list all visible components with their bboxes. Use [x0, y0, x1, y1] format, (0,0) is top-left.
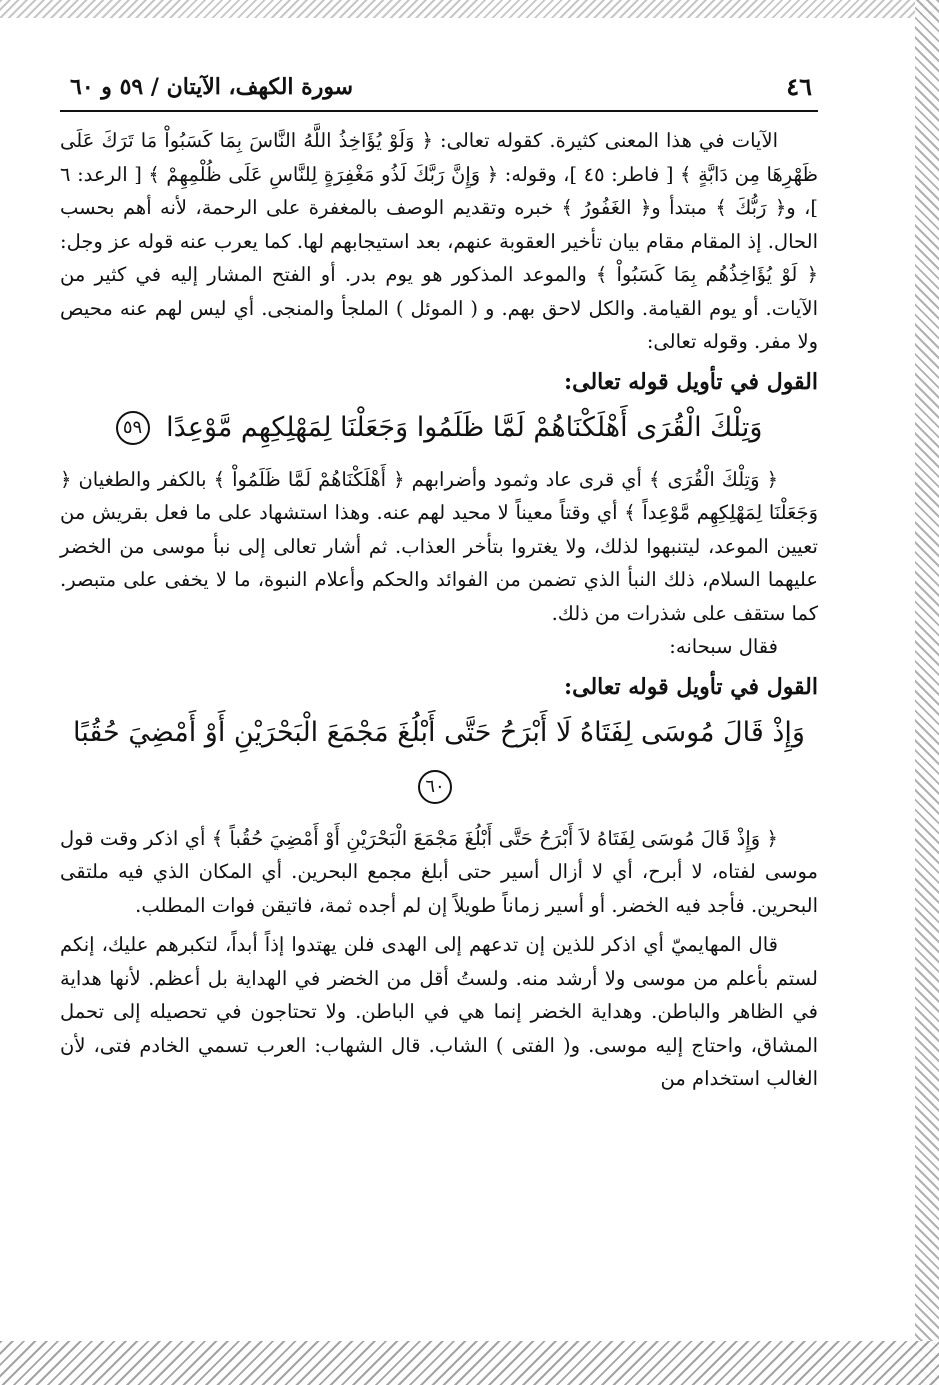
page-header	[60, 70, 818, 112]
section-heading-1: القول في تأويل قوله تعالى:	[564, 368, 818, 395]
verse-number-marker: ٥٩	[116, 411, 150, 445]
section-heading-2: القول في تأويل قوله تعالى:	[564, 673, 818, 700]
paragraph-transition: فقال سبحانه:	[669, 635, 778, 658]
paragraph-commentary-2: ﴿ وَتِلْكَ الْقُرَى ﴾ أي قرى عاد وثمود وأضرابهم ﴿ أَهْلَكْنَاهُمْ لَمَّا ظَلَمُواْ ﴾ بالكفر والطغيان ﴿ وَجَعَلْنَا لِمَهْلِكِهِم مَّوْعِداً ﴾ أي وقتاً معيناً لا محيد لهم عنه. وهذا استشهاد على ما فعل بقريش من تعيين الموعد، ليتنبهوا لذلك، ولا يغتروا بتأخر العذاب. ثم أشار تعالى إلى نبأ موسى من الخضر عليهما السلام، ذلك النبأ الذي تضمن من الفوائد والحكم وأعلام النبوة، ما لا يخفى على متبصر. كما ستقف على شذرات من ذلك.	[60, 467, 818, 625]
verse-text: وَإِذْ قَالَ مُوسَى لِفَتَاهُ لَا أَبْرَحُ حَتَّى أَبْلُغَ مَجْمَعَ الْبَحْرَيْنِ أَوْ أَمْضِيَ حُقُبًا	[73, 716, 805, 748]
paragraph-commentary-3: ﴿ وَإِذْ قَالَ مُوسَى لِفَتَاهُ لاَ أَبْرَحُ حَتَّى أَبْلُغَ مَجْمَعَ الْبَحْرَيْنِ أَوْ أَمْضِيَ حُقُباً ﴾ أي اذكر وقت قول موسى لفتاه، لا أبرح، أي لا أزال أسير حتى أبلغ مجمع البحرين. أي المكان الذي فيه ملتقى البحرين. فأجد فيه الخضر. أو أسير زماناً طويلاً إن لم أجده ثمة، فاتيقن فوات المطلب.	[60, 826, 818, 917]
decorative-border-top	[0, 0, 939, 18]
running-title: سورة الكهف، الآيتان / ٥٩ و ٦٠	[70, 74, 354, 100]
quran-verse-59	[60, 401, 818, 455]
page-number: ٤٦	[786, 72, 812, 101]
decorative-border-bottom	[0, 1341, 939, 1385]
quran-verse-60	[60, 706, 818, 814]
verse-text: وَتِلْكَ الْقُرَى أَهْلَكْنَاهُمْ لَمَّا ظَلَمُوا وَجَعَلْنَا لِمَهْلِكِهِم مَّوْعِدًا	[166, 411, 763, 443]
verse-number-marker: ٦٠	[418, 770, 452, 804]
paragraph-commentary-1: الآيات في هذا المعنى كثيرة. كقوله تعالى: ﴿ وَلَوْ يُؤَاخِذُ اللَّهُ النَّاسَ بِمَا كَسَبُواْ مَا تَرَكَ عَلَى ظَهْرِهَا مِن دَابَّةٍ ﴾ [ فاطر: ٤٥ ]، وقوله: ﴿ وَإِنَّ رَبَّكَ لَذُو مَغْفِرَةٍ لِلنَّاسِ عَلَى ظُلْمِهِمْ ﴾ [ الرعد: ٦ ]، و﴿ رَبُّكَ ﴾ مبتدأ و﴿ الغَفُورُ ﴾ خبره وتقديم الوصف بالمغفرة على الرحمة، لأنه أهم بحسب الحال. إذ المقام مقام بيان تأخير العقوبة عنهم، بعد استيجابهم لها. كما يعرب عنه قوله عز وجل: ﴿ لَوْ يُؤَاخِذُهُم بِمَا كَسَبُواْ ﴾ والموعد المذكور هو يوم بدر. أو الفتح المشار إليه في كثير من الآيات. أو يوم القيامة. والكل لاحق بهم. و ( الموئل ) الملجأ والمنجى. أي ليس لهم عنه محيص ولا مفر. وقوله تعالى:	[60, 129, 818, 353]
book-page	[60, 70, 818, 1330]
paragraph-commentary-4: قال المهايميّ أي اذكر للذين إن تدعهم إلى الهدى فلن يهتدوا إذاً أبداً، لتكبرهم عليك، إنكم لستم بأعلم من موسى ولا أرشد منه. ولستُ أقل من الخضر في الهداية بل أعظم. لأنها هداية في الظاهر والباطن. وهداية الخضر إنما هي في الباطن. ولا تحتاجون في تحصيله إلى تحمل المشاق، واحتاج إليه موسى. و( الفتى ) الشاب. قال الشهاب: العرب تسمي الخادم فتى، لأن الغالب استخدام من	[60, 933, 818, 1090]
decorative-border-right	[915, 0, 939, 1385]
